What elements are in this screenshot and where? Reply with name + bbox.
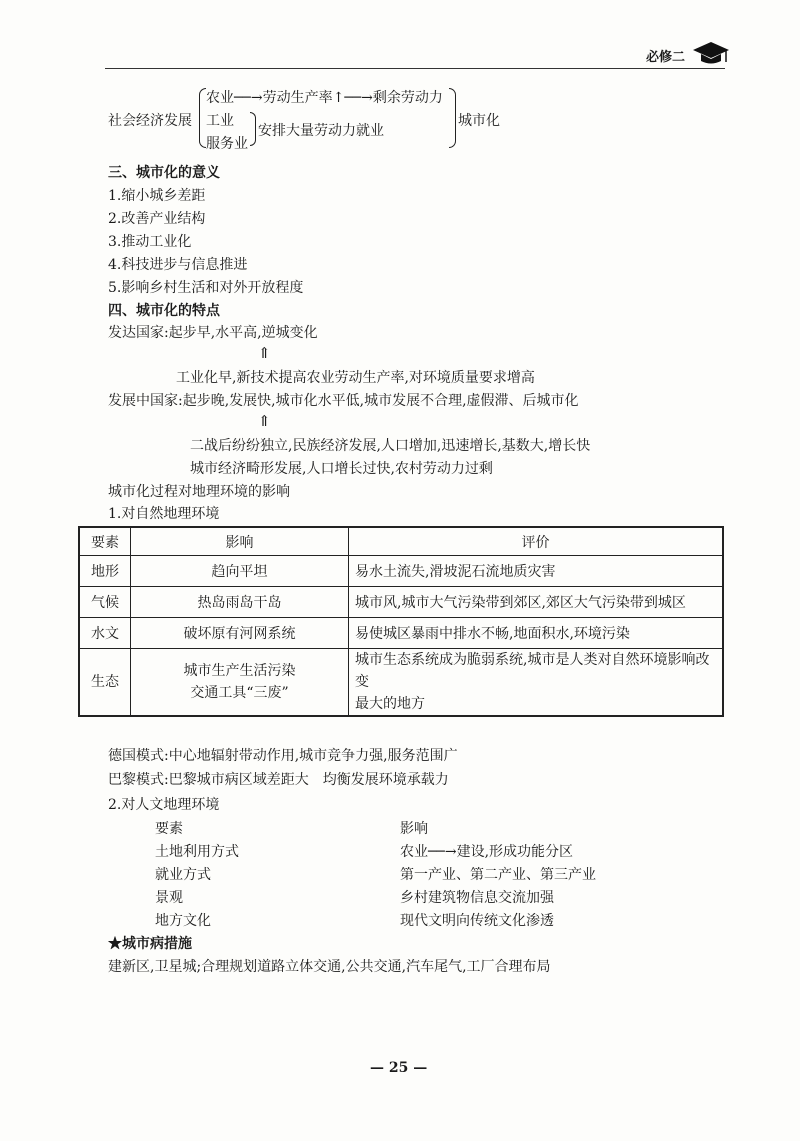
natural-impact-table (78, 526, 724, 717)
cause-developing-2: 城市经济畸形发展,人口增长过快,农村劳动力过剩 (190, 461, 493, 477)
measures-text: 建新区,卫星城;合理规划道路立体交通,公共交通,汽车尾气,工厂合理布局 (108, 959, 551, 975)
table-row (79, 556, 723, 587)
table-cell: 地形 (79, 556, 131, 587)
left-brace (199, 88, 206, 148)
diagram-result: 城市化 (458, 113, 500, 129)
graduation-cap-icon (692, 38, 730, 66)
table-cell: 水文 (79, 618, 131, 649)
list-item: 5.影响乡村生活和对外开放程度 (108, 280, 304, 296)
human-effect: 乡村建筑物信息交流加强 (400, 890, 554, 906)
up-arrow-icon: ⇑ (258, 344, 271, 362)
human-env-title: 2.对人文地理环境 (108, 797, 220, 813)
human-factor: 土地利用方式 (155, 844, 239, 860)
human-effect: 现代文明向传统文化渗透 (400, 913, 554, 929)
human-factor: 地方文化 (155, 913, 211, 929)
human-effect: 第一产业、第二产业、第三产业 (400, 867, 596, 883)
eval-line: 最大的地方 (355, 696, 425, 712)
section4-title: 四、城市化的特点 (108, 303, 220, 319)
developed-countries: 发达国家:起步早,水平高,逆城变化 (108, 325, 318, 341)
eval-line: 城市生态系统成为脆弱系统,城市是人类对自然环境影响改变 (355, 652, 710, 690)
cause-developed: 工业化早,新技术提高农业劳动生产率,对环境质量要求增高 (176, 370, 535, 386)
header-label: 必修二 (646, 50, 686, 65)
cause-developing-1: 二战后纷纷独立,民族经济发展,人口增加,迅速增长,基数大,增长快 (190, 438, 591, 454)
table-row (79, 618, 723, 649)
diagram-side: 安排大量劳动力就业 (258, 123, 384, 139)
table-row (79, 649, 723, 717)
section3-title: 三、城市化的意义 (108, 165, 220, 181)
table-cell (349, 649, 724, 717)
table-header: 评价 (349, 527, 724, 556)
table-cell: 易水土流失,滑坡泥石流地质灾害 (349, 556, 724, 587)
human-factor: 景观 (155, 890, 183, 906)
page-number: — 25 — (370, 1060, 428, 1076)
diagram-root: 社会经济发展 (108, 113, 192, 129)
effect-line: 城市生产生活污染 (183, 663, 296, 679)
table-cell: 热岛雨岛干岛 (131, 587, 349, 618)
header-rule (105, 68, 725, 69)
human-factor: 就业方式 (155, 867, 211, 883)
table-cell: 城市风,城市大气污染带到郊区,郊区大气污染带到城区 (349, 587, 724, 618)
human-col1-header: 要素 (155, 821, 183, 837)
table-cell: 气候 (79, 587, 131, 618)
inner-brace (250, 112, 256, 146)
table-row (79, 587, 723, 618)
human-col2-header: 影响 (400, 821, 428, 837)
table-cell: 破坏原有河网系统 (131, 618, 349, 649)
developing-countries: 发展中国家:起步晚,发展快,城市化水平低,城市发展不合理,虚假滞、后城市化 (108, 393, 579, 409)
right-brace (449, 88, 456, 148)
list-item: 1.缩小城乡差距 (108, 188, 206, 204)
effect-line: 交通工具“三废” (190, 685, 289, 701)
diagram-row3: 服务业 (206, 136, 248, 152)
table-cell: 生态 (79, 649, 131, 717)
table-header: 要素 (79, 527, 131, 556)
table-cell: 易使城区暴雨中排水不畅,地面积水,环境污染 (349, 618, 724, 649)
measures-title: ★城市病措施 (108, 936, 192, 952)
table-cell (131, 649, 349, 717)
impact-title: 城市化过程对地理环境的影响 (108, 484, 290, 500)
german-model: 德国模式:中心地辐射带动作用,城市竞争力强,服务范围广 (108, 748, 458, 764)
list-item: 3.推动工业化 (108, 234, 192, 250)
table-header-row (79, 527, 723, 556)
human-effect: 农业──→建设,形成功能分区 (400, 844, 574, 860)
list-item: 4.科技进步与信息推进 (108, 257, 248, 273)
diagram-row1: 农业──→劳动生产率↑──→剩余劳动力 (206, 90, 443, 106)
up-arrow-icon: ⇑ (258, 412, 271, 430)
brazil-model: 巴黎模式:巴黎城市病区域差距大 均衡发展环境承载力 (108, 772, 449, 788)
diagram-row2: 工业 (206, 113, 234, 129)
natural-env-title: 1.对自然地理环境 (108, 506, 220, 522)
table-header: 影响 (131, 527, 349, 556)
table-cell: 趋向平坦 (131, 556, 349, 587)
list-item: 2.改善产业结构 (108, 211, 206, 227)
